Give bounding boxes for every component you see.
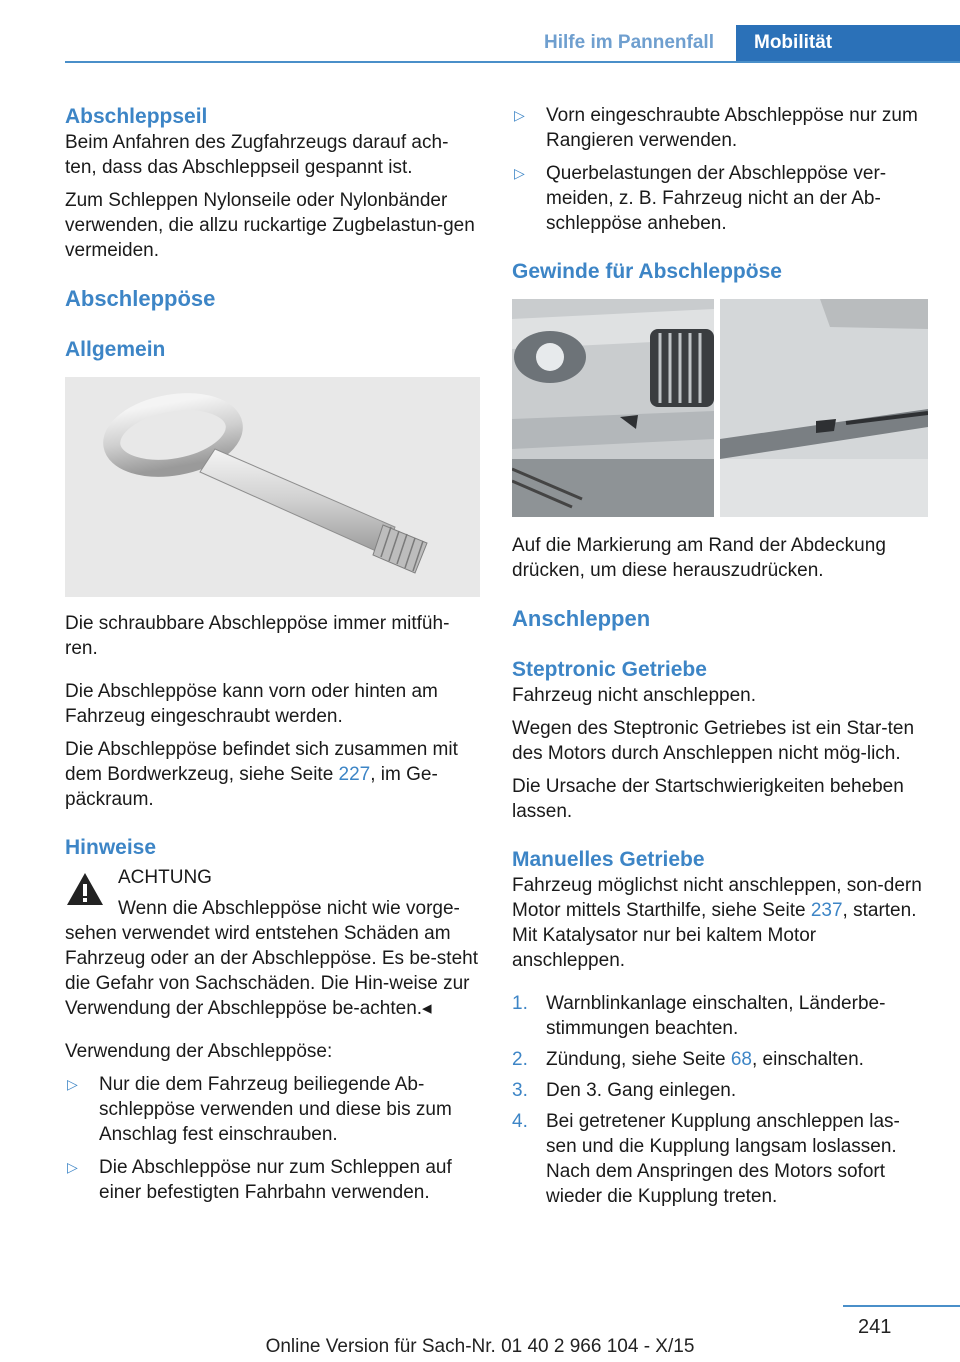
warning-title: ACHTUNG	[118, 867, 212, 888]
list-item: 1. Warnblinkanlage einschalten, Länderbe‐stimmungen beachten.	[512, 993, 886, 1039]
list-item: ▷ Die Abschleppöse nur zum Schleppen auf einer befestigten Fahrbahn verwenden.	[67, 1157, 452, 1203]
triangle-bullet-icon: ▷	[514, 165, 525, 181]
text-allg-3: Die Abschleppöse befindet sich zusammen mit dem Bordwerkzeug, siehe Seite 227, im Ge‐päckraum.	[65, 739, 458, 810]
text-allg-1: Die schraubbare Abschleppöse immer mitfüh‐ren.	[65, 613, 450, 659]
triangle-bullet-icon: ▷	[514, 107, 525, 123]
warning-triangle-icon	[65, 871, 105, 907]
text-manuell: Fahrzeug möglichst nicht anschleppen, son‐dern Motor mittels Starthilfe, siehe Seite 237, starten. Mit Katalysator nur bei kaltem Motor anschleppen.	[512, 875, 922, 971]
triangle-bullet-icon: ▷	[67, 1159, 78, 1175]
heading-steptronic: Steptronic Getriebe	[512, 658, 707, 681]
triangle-bullet-icon: ▷	[67, 1076, 78, 1092]
text-allg-2: Die Abschleppöse kann vorn oder hinten am Fahrzeug eingeschraubt werden.	[65, 681, 438, 727]
heading-allgemein: Allgemein	[65, 338, 166, 361]
tow-eye-image	[65, 377, 480, 597]
page-number: 241	[858, 1316, 892, 1338]
usage-list-right	[512, 103, 930, 236]
heading-manuelles-getriebe: Manuelles Getriebe	[512, 848, 705, 871]
heading-gewinde: Gewinde für Abschleppöse	[512, 260, 782, 283]
list-item: 4. Bei getretener Kupplung anschleppen las‐sen und die Kupplung langsam loslassen. Nach dem Anspringen des Motors sofort wieder die Kupplung treten.	[512, 1111, 900, 1207]
rear-bumper-image	[720, 299, 928, 517]
usage-list-left	[65, 1072, 480, 1205]
heading-abschleppoese: Abschleppöse	[65, 286, 216, 311]
text-step-2: Wegen des Steptronic Getriebes ist ein Star‐ten des Motors durch Anschleppen nicht mög‐lich.	[512, 718, 915, 764]
header-rule	[65, 61, 960, 63]
list-item: 2. Zündung, siehe Seite 68, einschalten.	[512, 1049, 864, 1070]
bumper-images	[512, 299, 928, 517]
tow-eye-illustration	[65, 377, 480, 597]
tab-hilfe-im-pannenfall[interactable]: Hilfe im Pannenfall	[544, 32, 714, 53]
list-item: ▷ Vorn eingeschraubte Abschleppöse nur zum Rangieren verwenden.	[514, 105, 918, 151]
left-column	[65, 103, 480, 1213]
tab-mobilitaet[interactable]: Mobilität	[736, 25, 960, 61]
heading-abschleppseil: Abschleppseil	[65, 105, 208, 128]
steps-list	[512, 991, 930, 1209]
text-step-3: Die Ursache der Startschwierigkeiten beheben lassen.	[512, 776, 904, 822]
warning-text: Wenn die Abschleppöse nicht wie vorge‐sehen verwendet wird entstehen Schäden am Fahrzeug oder an der Abschleppöse. Es be‐steht die Gefahr von Sachschäden. Die Hin‐weise zur Verwendung der Abschleppöse be‐achten.◂	[65, 898, 478, 1019]
footer-text: Online Version für Sach-Nr. 01 40 2 966 104 - X/15	[265, 1336, 695, 1357]
text-step-1: Fahrzeug nicht anschleppen.	[512, 685, 756, 706]
list-item: ▷ Nur die dem Fahrzeug beiliegende Ab‐schleppöse verwenden und diese bis zum Anschlag fest einschrauben.	[67, 1074, 452, 1145]
text-seil-1: Beim Anfahren des Zugfahrzeugs darauf ach‐ten, dass das Abschleppseil gespannt ist.	[65, 132, 449, 178]
text-gewinde: Auf die Markierung am Rand der Abdeckung drücken, um diese herauszudrücken.	[512, 535, 886, 581]
heading-hinweise: Hinweise	[65, 836, 157, 859]
heading-anschleppen: Anschleppen	[512, 606, 651, 631]
page-link-227[interactable]: 227	[338, 764, 371, 785]
page-number-rule	[843, 1305, 960, 1307]
list-item: ▷ Querbelastungen der Abschleppöse ver‐meiden, z. B. Fahrzeug nicht an der Ab‐schleppöse anheben.	[514, 163, 887, 234]
front-bumper-image	[512, 299, 714, 517]
page-link-237[interactable]: 237	[810, 900, 843, 921]
right-column	[512, 103, 930, 1215]
page-link-68[interactable]: 68	[730, 1049, 752, 1070]
text-verwendung: Verwendung der Abschleppöse:	[65, 1041, 333, 1062]
text-seil-2: Zum Schleppen Nylonseile oder Nylonbänder verwenden, die allzu ruckartige Zugbelastun‐gen vermeiden.	[65, 190, 475, 261]
list-item: 3. Den 3. Gang einlegen.	[512, 1080, 737, 1101]
warning-box	[65, 865, 480, 1021]
